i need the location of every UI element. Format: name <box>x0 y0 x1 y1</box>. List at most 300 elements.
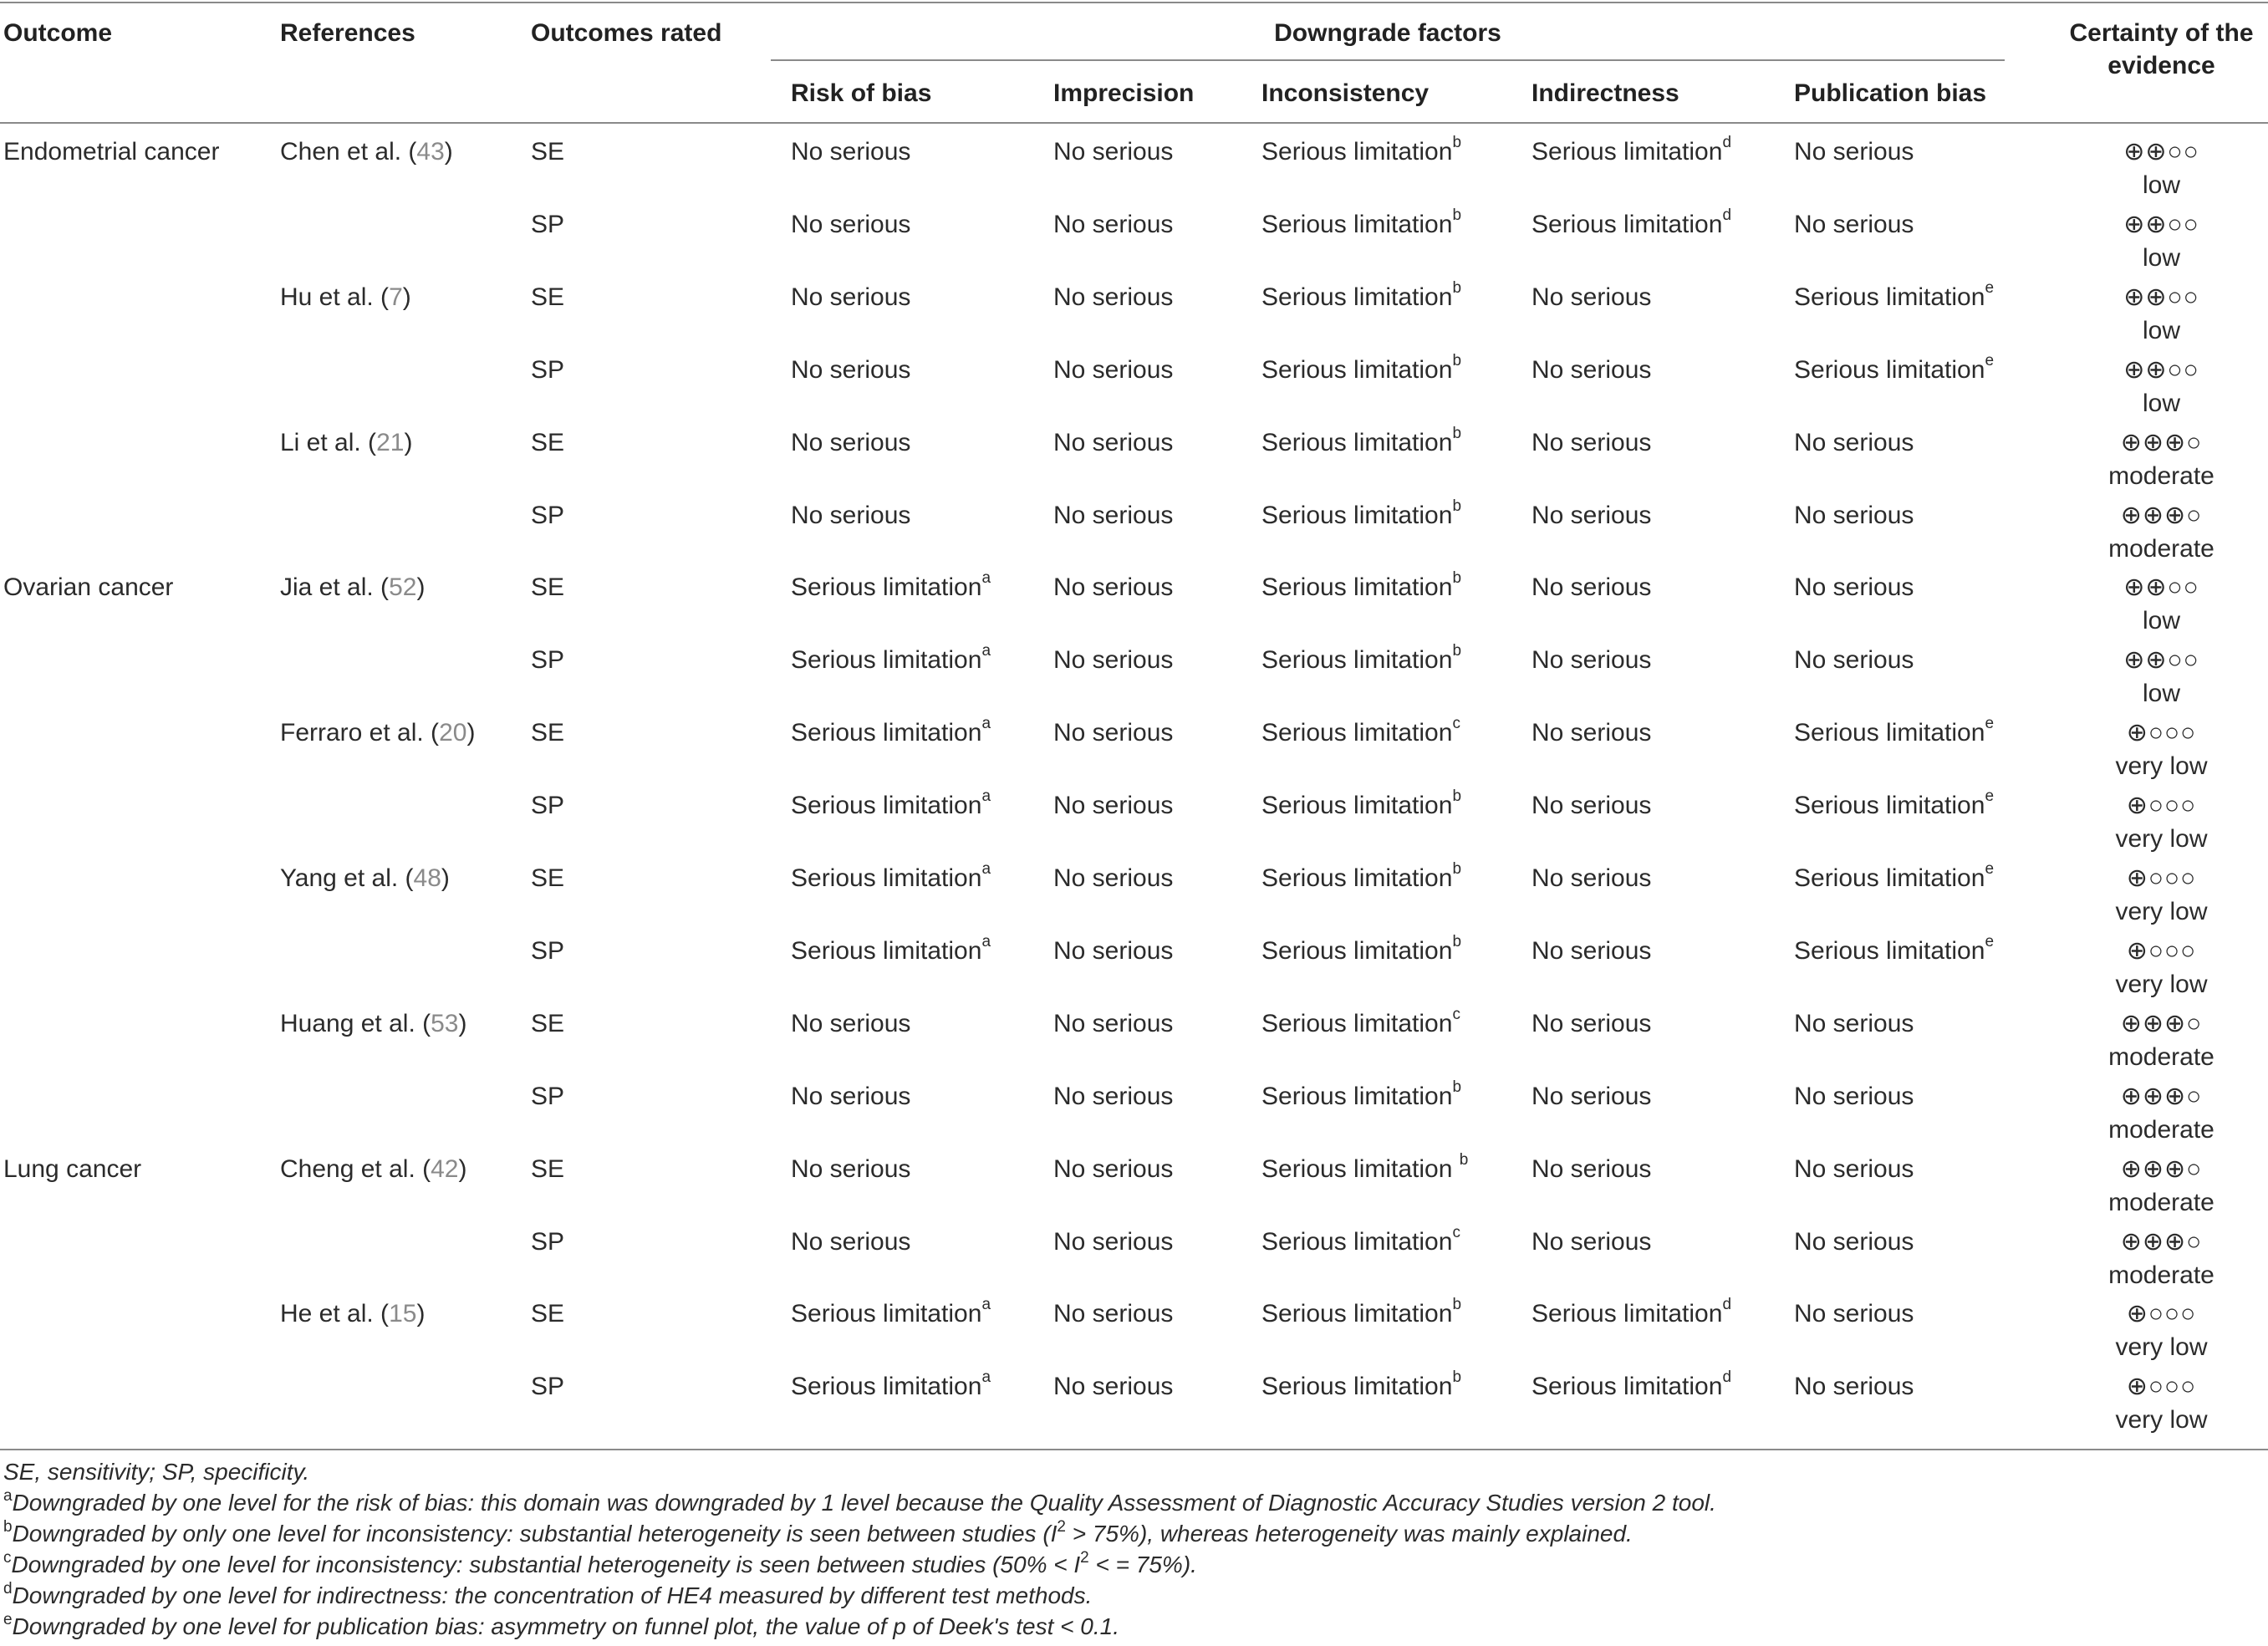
reference-citation-number: 21 <box>376 429 405 456</box>
cell-inconsistency <box>1261 569 1462 603</box>
certainty-label: very low <box>2115 752 2208 780</box>
certainty-rating-symbols: ⊕⊕⊕○ <box>2120 1083 2203 1110</box>
cell-publication-bias-text: No serious <box>1794 1010 1914 1037</box>
cell-certainty <box>2038 137 2268 201</box>
cell-reference <box>280 1299 425 1329</box>
reference-close-paren: ) <box>404 429 413 456</box>
cell-reference <box>280 137 453 167</box>
cell-reference <box>280 1154 466 1185</box>
cell-inconsistency <box>1261 787 1462 821</box>
cell-risk-of-bias-text: Serious limitation <box>791 573 982 601</box>
cell-publication-bias-footnote-mark: e <box>1985 933 1995 950</box>
footnote-b-exponent: 2 <box>1057 1517 1066 1536</box>
cell-publication-bias-text: Serious limitation <box>1794 283 1985 311</box>
certainty-rating-symbols: ⊕○○○ <box>2126 719 2197 747</box>
cell-publication-bias-footnote-mark: e <box>1985 279 1995 297</box>
reference-close-paren: ) <box>444 138 453 166</box>
cell-outcome-rated: SP <box>531 356 565 384</box>
cell-certainty <box>2038 1082 2268 1145</box>
cell-publication-bias <box>1794 1227 1914 1257</box>
table-bottom-rule <box>0 1449 2268 1450</box>
cell-indirectness <box>1532 1009 1651 1039</box>
cell-risk-of-bias <box>791 1154 910 1185</box>
certainty-rating-symbols: ⊕⊕○○ <box>2123 283 2199 311</box>
reference-author: Chen et al. ( <box>280 138 417 166</box>
cell-publication-bias <box>1794 428 1914 458</box>
cell-reference <box>280 573 425 603</box>
reference-citation-number: 52 <box>389 573 417 601</box>
certainty-rating-symbols: ⊕⊕○○ <box>2123 646 2199 674</box>
certainty-label: moderate <box>2108 1261 2214 1289</box>
cell-inconsistency-text: Serious limitation <box>1261 646 1453 674</box>
cell-inconsistency <box>1261 642 1462 675</box>
cell-certainty <box>2038 791 2268 854</box>
cell-inconsistency <box>1261 1078 1462 1112</box>
certainty-rating-symbols: ⊕○○○ <box>2126 937 2197 965</box>
cell-inconsistency-text: Serious limitation <box>1261 864 1453 892</box>
certainty-label: moderate <box>2108 1116 2214 1144</box>
cell-outcome-rated: SP <box>531 1373 565 1400</box>
cell-certainty <box>2038 355 2268 419</box>
cell-publication-bias-text: No serious <box>1794 1373 1914 1400</box>
cell-outcome-rated: SE <box>531 864 565 892</box>
cell-risk-of-bias-footnote-mark: a <box>981 933 991 950</box>
cell-risk-of-bias-footnote-mark: a <box>981 1368 991 1386</box>
cell-risk-of-bias-footnote-mark: a <box>981 1296 991 1313</box>
cell-reference <box>280 1009 466 1039</box>
certainty-label: moderate <box>2108 1189 2214 1216</box>
cell-inconsistency-footnote-mark: b <box>1452 134 1462 151</box>
header-downgrade-factors: Downgrade factors <box>1274 19 1501 47</box>
certainty-label: moderate <box>2108 462 2214 490</box>
cell-inconsistency-text: Serious limitation <box>1261 1083 1453 1110</box>
cell-risk-of-bias-text: No serious <box>791 1155 911 1183</box>
reference-citation-number: 20 <box>439 719 467 747</box>
cell-publication-bias <box>1794 352 1995 385</box>
cell-risk-of-bias <box>791 715 991 748</box>
cell-indirectness-text: No serious <box>1532 1083 1652 1110</box>
cell-inconsistency-text: Serious limitation <box>1261 429 1453 456</box>
cell-indirectness <box>1532 283 1651 313</box>
cell-indirectness-text: No serious <box>1532 283 1652 311</box>
cell-inconsistency-text: Serious limitation <box>1261 211 1453 238</box>
cell-inconsistency <box>1261 715 1460 748</box>
cell-risk-of-bias-text: Serious limitation <box>791 1300 982 1328</box>
cell-certainty <box>2038 1227 2268 1291</box>
cell-indirectness-text: No serious <box>1532 864 1652 892</box>
cell-indirectness <box>1532 1154 1651 1185</box>
cell-imprecision: No serious <box>1053 646 1174 674</box>
cell-publication-bias <box>1794 1299 1914 1329</box>
cell-outcome-rated: SE <box>531 138 565 166</box>
cell-risk-of-bias-text: No serious <box>791 283 911 311</box>
cell-inconsistency-footnote-mark: b <box>1452 1078 1462 1096</box>
cell-risk-of-bias <box>791 1296 991 1329</box>
cell-publication-bias-text: No serious <box>1794 1300 1914 1328</box>
certainty-label: low <box>2142 390 2180 417</box>
cell-indirectness-text: No serious <box>1532 356 1652 384</box>
cell-certainty <box>2038 1154 2268 1218</box>
cell-publication-bias-footnote-mark: e <box>1985 352 1995 369</box>
cell-indirectness-text: Serious limitation <box>1532 1373 1723 1400</box>
cell-risk-of-bias <box>791 860 991 894</box>
cell-inconsistency-footnote-mark: b <box>1452 860 1462 878</box>
cell-indirectness <box>1532 645 1651 675</box>
certainty-rating-symbols: ⊕⊕○○ <box>2123 211 2199 238</box>
cell-publication-bias-text: Serious limitation <box>1794 937 1985 965</box>
header-references: References <box>280 19 415 47</box>
cell-reference <box>280 283 411 313</box>
reference-citation-number: 42 <box>431 1155 459 1183</box>
cell-risk-of-bias-text: No serious <box>791 1010 911 1037</box>
cell-risk-of-bias-footnote-mark: a <box>981 642 991 660</box>
cell-inconsistency-text: Serious limitation <box>1261 283 1453 311</box>
footnote-abbreviations: SE, sensitivity; SP, specificity. <box>3 1459 310 1485</box>
cell-indirectness <box>1532 864 1651 894</box>
cell-publication-bias <box>1794 501 1914 531</box>
cell-certainty <box>2038 210 2268 273</box>
cell-inconsistency <box>1261 1224 1460 1257</box>
cell-indirectness-text: Serious limitation <box>1532 138 1723 166</box>
certainty-rating-symbols: ⊕○○○ <box>2126 864 2197 892</box>
cell-publication-bias-text: No serious <box>1794 573 1914 601</box>
cell-inconsistency-text: Serious limitation <box>1261 502 1453 529</box>
cell-indirectness <box>1532 718 1651 748</box>
cell-outcome-rated: SE <box>531 283 565 311</box>
cell-indirectness <box>1532 134 1732 167</box>
cell-indirectness-footnote-mark: d <box>1722 1296 1732 1313</box>
cell-inconsistency-footnote-mark: c <box>1452 1224 1460 1241</box>
footnote-b-mark: b <box>3 1517 13 1536</box>
cell-indirectness <box>1532 1082 1651 1112</box>
footnote-c-exponent: 2 <box>1080 1548 1089 1567</box>
certainty-label: very low <box>2115 898 2208 925</box>
reference-author: Yang et al. ( <box>280 864 414 892</box>
cell-outcome: Endometrial cancer <box>3 138 220 166</box>
cell-indirectness <box>1532 573 1651 603</box>
cell-risk-of-bias-text: Serious limitation <box>791 864 982 892</box>
cell-risk-of-bias <box>791 355 910 385</box>
reference-author: Hu et al. ( <box>280 283 390 311</box>
certainty-label: low <box>2142 317 2180 344</box>
cell-outcome-rated: SE <box>531 1155 565 1183</box>
cell-inconsistency-footnote-mark: b <box>1452 352 1462 369</box>
cell-inconsistency <box>1261 497 1462 531</box>
cell-publication-bias-text: No serious <box>1794 1155 1914 1183</box>
header-indirectness: Indirectness <box>1532 79 1679 107</box>
certainty-rating-symbols: ⊕⊕⊕○ <box>2120 1155 2203 1183</box>
cell-indirectness-footnote-mark: d <box>1722 1368 1732 1386</box>
header-certainty-line2: evidence <box>2107 52 2215 79</box>
cell-indirectness-text: Serious limitation <box>1532 211 1723 238</box>
footnote-c-text-1: Downgraded by one level for inconsistency: substantial heterogeneity is seen between studies (50% < I <box>11 1552 1081 1577</box>
cell-publication-bias <box>1794 573 1914 603</box>
cell-inconsistency-text: Serious limitation <box>1261 719 1453 747</box>
cell-inconsistency <box>1261 1151 1469 1185</box>
cell-imprecision: No serious <box>1053 1373 1174 1400</box>
reference-citation-number: 43 <box>416 138 445 166</box>
cell-risk-of-bias-text: No serious <box>791 429 911 456</box>
cell-indirectness-text: No serious <box>1532 719 1652 747</box>
cell-certainty <box>2038 1372 2268 1435</box>
cell-outcome-rated: SP <box>531 1083 565 1110</box>
cell-risk-of-bias-text: No serious <box>791 356 911 384</box>
cell-outcome-rated: SE <box>531 1300 565 1328</box>
cell-publication-bias-footnote-mark: e <box>1985 860 1995 878</box>
cell-indirectness-text: Serious limitation <box>1532 1300 1723 1328</box>
reference-citation-number: 53 <box>431 1010 459 1037</box>
cell-risk-of-bias-text: Serious limitation <box>791 1373 982 1400</box>
cell-publication-bias <box>1794 1372 1914 1402</box>
cell-risk-of-bias <box>791 642 991 675</box>
cell-indirectness <box>1532 791 1651 821</box>
table-footnotes <box>3 1456 2260 1642</box>
cell-imprecision: No serious <box>1053 502 1174 529</box>
certainty-label: very low <box>2115 971 2208 998</box>
cell-publication-bias-text: Serious limitation <box>1794 719 1985 747</box>
cell-certainty <box>2038 283 2268 346</box>
cell-indirectness <box>1532 206 1732 240</box>
cell-inconsistency-text: Serious limitation <box>1261 356 1453 384</box>
cell-risk-of-bias <box>791 428 910 458</box>
cell-risk-of-bias-text: No serious <box>791 138 911 166</box>
cell-risk-of-bias <box>791 1082 910 1112</box>
reference-close-paren: ) <box>441 864 450 892</box>
cell-imprecision: No serious <box>1053 1300 1174 1328</box>
cell-imprecision: No serious <box>1053 1155 1174 1183</box>
cell-imprecision: No serious <box>1053 138 1174 166</box>
cell-inconsistency <box>1261 425 1462 458</box>
cell-risk-of-bias-text: Serious limitation <box>791 646 982 674</box>
cell-imprecision: No serious <box>1053 1228 1174 1256</box>
cell-publication-bias-footnote-mark: e <box>1985 715 1995 732</box>
reference-close-paren: ) <box>466 719 476 747</box>
certainty-rating-symbols: ⊕⊕○○ <box>2123 573 2199 601</box>
cell-inconsistency-footnote-mark: b <box>1452 425 1462 442</box>
footnote-c-text-2: < = 75%). <box>1088 1552 1197 1577</box>
cell-certainty <box>2038 573 2268 636</box>
cell-inconsistency <box>1261 860 1462 894</box>
cell-outcome-rated: SP <box>531 502 565 529</box>
cell-imprecision: No serious <box>1053 356 1174 384</box>
footnote-e <box>3 1611 2260 1642</box>
cell-inconsistency-footnote-mark: b <box>1452 787 1462 805</box>
footnote-c-mark: c <box>3 1548 12 1567</box>
cell-imprecision: No serious <box>1053 864 1174 892</box>
footnote-d <box>3 1580 2260 1611</box>
cell-risk-of-bias-text: No serious <box>791 1083 911 1110</box>
reference-author: Li et al. ( <box>280 429 377 456</box>
cell-risk-of-bias <box>791 501 910 531</box>
cell-risk-of-bias-text: Serious limitation <box>791 937 982 965</box>
header-inconsistency: Inconsistency <box>1261 79 1430 107</box>
cell-publication-bias-text: No serious <box>1794 211 1914 238</box>
certainty-label: low <box>2142 244 2180 272</box>
cell-inconsistency <box>1261 279 1462 313</box>
certainty-rating-symbols: ⊕○○○ <box>2126 1373 2197 1400</box>
cell-publication-bias <box>1794 933 1995 966</box>
header-publication-bias: Publication bias <box>1794 79 1987 107</box>
cell-risk-of-bias-text: No serious <box>791 211 911 238</box>
certainty-rating-symbols: ⊕○○○ <box>2126 1300 2197 1328</box>
footnote-b-text-2: > 75%), whereas heterogeneity was mainly explained. <box>1066 1521 1633 1547</box>
cell-inconsistency-text: Serious limitation <box>1261 1010 1453 1037</box>
cell-inconsistency-text: Serious limitation <box>1261 1228 1453 1256</box>
reference-close-paren: ) <box>458 1010 467 1037</box>
cell-publication-bias-footnote-mark: e <box>1985 787 1995 805</box>
certainty-label: low <box>2142 171 2180 199</box>
reference-close-paren: ) <box>458 1155 467 1183</box>
cell-risk-of-bias-footnote-mark: a <box>981 860 991 878</box>
certainty-rating-symbols: ⊕⊕⊕○ <box>2120 1228 2203 1256</box>
cell-imprecision: No serious <box>1053 1010 1174 1037</box>
cell-certainty <box>2038 428 2268 492</box>
cell-outcome: Lung cancer <box>3 1155 142 1183</box>
cell-publication-bias-text: No serious <box>1794 1228 1914 1256</box>
cell-indirectness-text: No serious <box>1532 573 1652 601</box>
certainty-rating-symbols: ⊕⊕○○ <box>2123 138 2199 166</box>
cell-indirectness-text: No serious <box>1532 429 1652 456</box>
cell-inconsistency-text: Serious limitation <box>1261 573 1453 601</box>
footnote-b-text-1: Downgraded by only one level for inconsistency: substantial heterogeneity is seen between studies (I <box>12 1521 1058 1547</box>
cell-risk-of-bias-text: No serious <box>791 502 911 529</box>
cell-outcome-rated: SE <box>531 573 565 601</box>
cell-inconsistency <box>1261 352 1462 385</box>
cell-inconsistency <box>1261 1296 1462 1329</box>
cell-indirectness-footnote-mark: d <box>1722 206 1732 224</box>
certainty-label: very low <box>2115 1333 2208 1361</box>
cell-inconsistency-text: Serious limitation <box>1261 1155 1460 1183</box>
cell-reference <box>280 864 450 894</box>
cell-inconsistency-footnote-mark: b <box>1452 279 1462 297</box>
cell-outcome: Ovarian cancer <box>3 573 174 601</box>
cell-indirectness <box>1532 501 1651 531</box>
cell-imprecision: No serious <box>1053 792 1174 819</box>
cell-imprecision: No serious <box>1053 719 1174 747</box>
cell-inconsistency <box>1261 1006 1460 1039</box>
certainty-label: low <box>2142 607 2180 634</box>
cell-risk-of-bias <box>791 137 910 167</box>
cell-indirectness <box>1532 936 1651 966</box>
certainty-label: moderate <box>2108 1043 2214 1071</box>
cell-certainty <box>2038 645 2268 709</box>
downgrade-factors-rule <box>771 59 2005 61</box>
cell-inconsistency <box>1261 1368 1462 1402</box>
cell-publication-bias-text: Serious limitation <box>1794 864 1985 892</box>
cell-inconsistency-text: Serious limitation <box>1261 937 1453 965</box>
header-certainty <box>2038 18 2268 81</box>
cell-inconsistency-footnote-mark: b <box>1452 1368 1462 1386</box>
cell-inconsistency-footnote-mark: b <box>1452 569 1462 587</box>
cell-publication-bias <box>1794 210 1914 240</box>
cell-indirectness <box>1532 1227 1651 1257</box>
reference-close-paren: ) <box>402 283 411 311</box>
cell-publication-bias-text: No serious <box>1794 429 1914 456</box>
cell-indirectness-text: No serious <box>1532 937 1652 965</box>
cell-imprecision: No serious <box>1053 573 1174 601</box>
reference-author: Cheng et al. ( <box>280 1155 431 1183</box>
cell-indirectness <box>1532 1296 1732 1329</box>
cell-outcome-rated: SP <box>531 792 565 819</box>
reference-author: He et al. ( <box>280 1300 390 1328</box>
reference-author: Ferraro et al. ( <box>280 719 440 747</box>
cell-outcome-rated: SP <box>531 937 565 965</box>
certainty-label: low <box>2142 680 2180 707</box>
cell-inconsistency-footnote-mark: b <box>1452 1296 1462 1313</box>
certainty-rating-symbols: ⊕⊕⊕○ <box>2120 429 2203 456</box>
cell-indirectness-text: No serious <box>1532 502 1652 529</box>
cell-indirectness <box>1532 1368 1732 1402</box>
cell-inconsistency <box>1261 933 1462 966</box>
cell-imprecision: No serious <box>1053 429 1174 456</box>
cell-inconsistency-footnote-mark: b <box>1452 497 1462 515</box>
cell-inconsistency-footnote-mark: c <box>1452 715 1460 732</box>
cell-certainty <box>2038 1009 2268 1073</box>
cell-reference <box>280 718 475 748</box>
table-top-rule <box>0 2 2268 3</box>
cell-publication-bias-text: No serious <box>1794 138 1914 166</box>
footnote-d-mark: d <box>3 1579 13 1598</box>
reference-citation-number: 7 <box>389 283 403 311</box>
cell-publication-bias-text: No serious <box>1794 1083 1914 1110</box>
cell-publication-bias <box>1794 1009 1914 1039</box>
cell-certainty <box>2038 864 2268 927</box>
cell-imprecision: No serious <box>1053 937 1174 965</box>
cell-indirectness-text: No serious <box>1532 1010 1652 1037</box>
reference-author: Jia et al. ( <box>280 573 390 601</box>
cell-risk-of-bias-text: No serious <box>791 1228 911 1256</box>
certainty-label: very low <box>2115 1406 2208 1434</box>
cell-publication-bias <box>1794 1154 1914 1185</box>
cell-risk-of-bias <box>791 1368 991 1402</box>
reference-close-paren: ) <box>416 573 426 601</box>
certainty-rating-symbols: ⊕⊕⊕○ <box>2120 1010 2203 1037</box>
cell-risk-of-bias <box>791 1227 910 1257</box>
cell-risk-of-bias <box>791 283 910 313</box>
cell-indirectness <box>1532 428 1651 458</box>
reference-author: Huang et al. ( <box>280 1010 431 1037</box>
header-outcome: Outcome <box>3 19 113 47</box>
header-risk-of-bias: Risk of bias <box>791 79 932 107</box>
cell-inconsistency-footnote-mark: b <box>1452 642 1462 660</box>
cell-publication-bias <box>1794 715 1995 748</box>
cell-risk-of-bias-text: Serious limitation <box>791 792 982 819</box>
cell-outcome-rated: SE <box>531 1010 565 1037</box>
cell-indirectness-text: No serious <box>1532 646 1652 674</box>
cell-reference <box>280 428 412 458</box>
cell-publication-bias-text: Serious limitation <box>1794 356 1985 384</box>
reference-citation-number: 15 <box>389 1300 417 1328</box>
cell-risk-of-bias-text: Serious limitation <box>791 719 982 747</box>
cell-imprecision: No serious <box>1053 1083 1174 1110</box>
footnote-e-mark: e <box>3 1610 13 1628</box>
reference-citation-number: 48 <box>413 864 441 892</box>
cell-inconsistency <box>1261 134 1462 167</box>
cell-publication-bias <box>1794 645 1914 675</box>
cell-publication-bias <box>1794 1082 1914 1112</box>
cell-publication-bias <box>1794 137 1914 167</box>
header-imprecision: Imprecision <box>1053 79 1195 107</box>
cell-risk-of-bias <box>791 1009 910 1039</box>
cell-publication-bias-text: No serious <box>1794 502 1914 529</box>
certainty-label: very low <box>2115 825 2208 853</box>
cell-indirectness <box>1532 355 1651 385</box>
cell-imprecision: No serious <box>1053 283 1174 311</box>
cell-certainty <box>2038 1299 2268 1363</box>
footnote-b <box>3 1518 2260 1549</box>
cell-inconsistency-text: Serious limitation <box>1261 792 1453 819</box>
cell-indirectness-text: No serious <box>1532 792 1652 819</box>
